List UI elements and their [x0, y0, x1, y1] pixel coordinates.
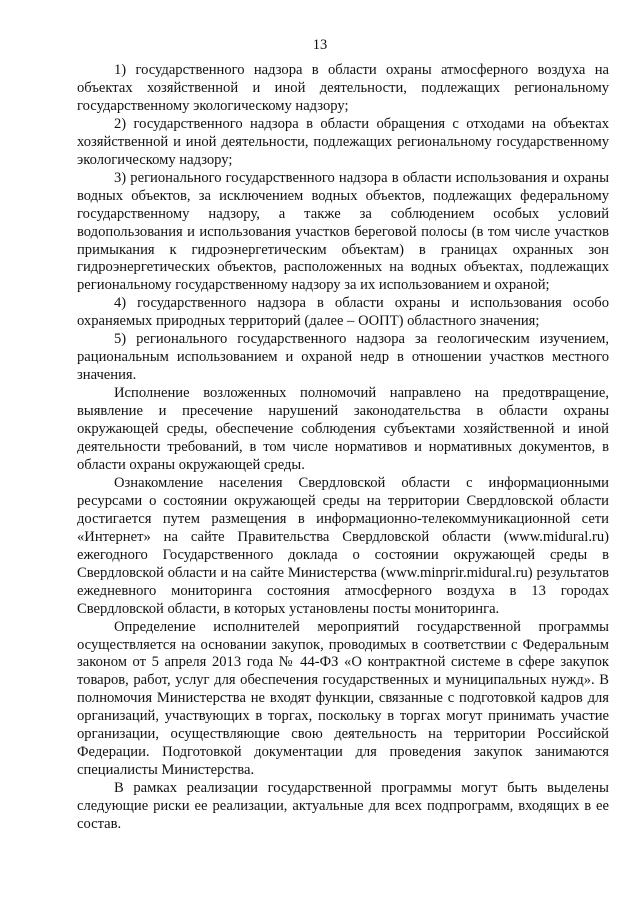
document-body [77, 62, 609, 834]
page-number: 13 [312, 37, 328, 53]
paragraph-public-information: Ознакомление населения Свердловской области с информационными ресурсами о состоянии окружающей среды на территории Свердловской области достигается путем размещения в информационно-телекоммуникационной сети «Интернет» на сайте Правительства Свердловской области (www.midural.ru) ежегодного Государственного доклада о состоянии окружающей среды в Свердловской области и на сайте Министерства (www.minprir.midural.ru) результатов ежедневного мониторинга состояния атмосферного воздуха в 13 городах Свердловской области, в которых установлены посты мониторинга. [77, 474, 609, 617]
paragraph-item-3: 3) регионального государственного надзора в области использования и охраны водных объектов, за исключением водных объектов, подлежащих федеральному государственному надзору, а также за соблюдением особых условий водопользования и использования участков береговой полосы (в том числе участков примыкания к гидроэнергетическим объектам) в границах охранных зон гидроэнергетических объектов, расположенных на водных объектах, подлежащих региональному государственному надзору за их использованием и охраной; [77, 169, 609, 294]
paragraph-item-1: 1) государственного надзора в области охраны атмосферного воздуха на объектах хозяйственной и иной деятельности, подлежащих региональному государственному экологическому надзору; [77, 62, 609, 114]
paragraph-enforcement: Исполнение возложенных полномочий направлено на предотвращение, выявление и пресечение нарушений законодательства в области охраны окружающей среды, обеспечение соблюдения субъектами хозяйственной и иной деятельности требований, в том числе нормативов и нормативных документов, в области охраны окружающей среды. [77, 385, 609, 473]
paragraph-risks: В рамках реализации государственной программы могут быть выделены следующие риски ее реализации, актуальные для всех подпрограмм, входящих в ее состав. [77, 780, 609, 833]
paragraph-procurement: Определение исполнителей мероприятий государственной программы осуществляется на основании закупок, проводимых в соответствии с Федеральным законом от 5 апреля 2013 года № 44-ФЗ «О контрактной системе в сфере закупок товаров, работ, услуг для обеспечения государственных и муниципальных нужд». В полномочия Министерства не входят функции, связанные с подготовкой кадров для организаций, участвующих в торгах, поскольку в торгах могут принимать участие организации, осуществляющие свою деятельность на территории Российской Федерации. Подготовкой документации для проведения закупок занимаются специалисты Министерства. [77, 618, 609, 779]
paragraph-item-4: 4) государственного надзора в области охраны и использования особо охраняемых природных территорий (далее – ООПТ) областного значения; [77, 295, 609, 330]
paragraph-item-5: 5) регионального государственного надзора за геологическим изучением, рациональным использованием и охраной недр в отношении участков местного значения. [77, 331, 609, 384]
paragraph-item-2: 2) государственного надзора в области обращения с отходами на объектах хозяйственной и иной деятельности, подлежащих региональному государственному экологическому надзору; [77, 115, 609, 168]
